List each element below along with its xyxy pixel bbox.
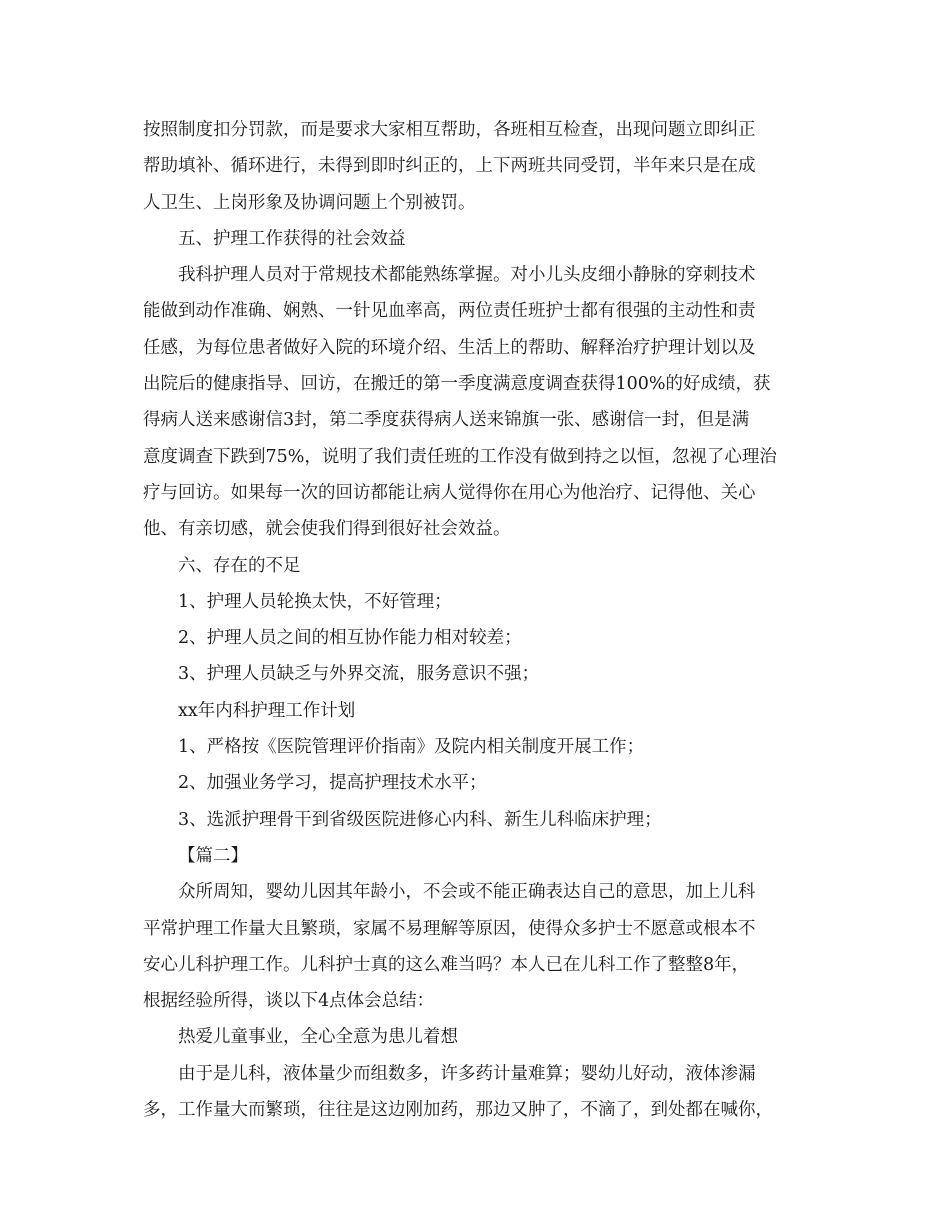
text-line: 1、护理人员轮换太快，不好管理； [178, 591, 452, 612]
text-line: 众所周知，婴幼儿因其年龄小，不会或不能正确表达自己的意思，加上儿科 [178, 882, 756, 903]
text-line: 3、选派护理骨干到省级医院进修心内科、新生儿科临床护理； [178, 809, 662, 830]
text-line: 根据经验所得，谈以下4点体会总结： [143, 991, 435, 1012]
text-line: 3、护理人员缺乏与外界交流，服务意识不强； [178, 664, 540, 685]
text-line: 五、护理工作获得的社会效益 [178, 228, 406, 249]
text-line: 帮助填补、循环进行，未得到即时纠正的，上下两班共同受罚，半年来只是在成 [143, 156, 756, 177]
text-line: 2、加强业务学习，提高护理技术水平； [178, 773, 487, 794]
text-line: 意度调查下跌到75%，说明了我们责任班的工作没有做到持之以恒，忽视了心理治 [143, 446, 777, 467]
text-line: xx年内科护理工作计划 [178, 700, 356, 721]
text-line: 我科护理人员对于常规技术都能熟练掌握。对小儿头皮细小静脉的穿刺技术 [178, 265, 756, 286]
text-line: 人卫生、上岗形象及协调问题上个别被罚。 [143, 192, 476, 213]
text-line: 能做到动作准确、娴熟、一针见血率高，两位责任班护士都有很强的主动性和责 [143, 301, 756, 322]
text-line: 六、存在的不足 [178, 555, 301, 576]
text-line: 出院后的健康指导、回访，在搬迁的第一季度满意度调查获得100%的好成绩，获 [143, 374, 771, 395]
text-line: 他、有亲切感，就会使我们得到很好社会效益。 [143, 519, 511, 540]
text-line: 2、护理人员之间的相互协作能力相对较差； [178, 628, 522, 649]
text-line: 由于是儿科，液体量少而组数多，许多药计量难算；婴幼儿好动，液体渗漏 [178, 1063, 756, 1084]
text-line: 安心儿科护理工作。儿科护士真的这么难当吗？本人已在儿科工作了整整8年， [143, 954, 750, 975]
text-line: 疗与回访。如果每一次的回访都能让病人觉得你在用心为他治疗、记得他、关心 [143, 482, 756, 503]
text-line: 平常护理工作量大且繁琐，家属不易理解等原因，使得众多护士不愿意或根本不 [143, 918, 756, 939]
document-body [143, 112, 808, 1128]
text-line: 任感，为每位患者做好入院的环境介绍、生活上的帮助、解释治疗护理计划以及 [143, 337, 756, 358]
text-line: 多，工作量大而繁琐，往往是这边刚加药，那边又肿了，不滴了，到处都在喊你， [143, 1100, 773, 1121]
text-line: 按照制度扣分罚款，而是要求大家相互帮助，各班相互检查，出现问题立即纠正 [143, 120, 756, 140]
text-line: 【篇二】 [178, 845, 248, 866]
text-line: 得病人送来感谢信3封，第二季度获得病人送来锦旗一张、感谢信一封，但是满 [143, 410, 750, 431]
text-line: 1、严格按《医院管理评价指南》及院内相关制度开展工作； [178, 737, 645, 758]
text-line: 热爱儿童事业，全心全意为患儿着想 [178, 1027, 458, 1048]
